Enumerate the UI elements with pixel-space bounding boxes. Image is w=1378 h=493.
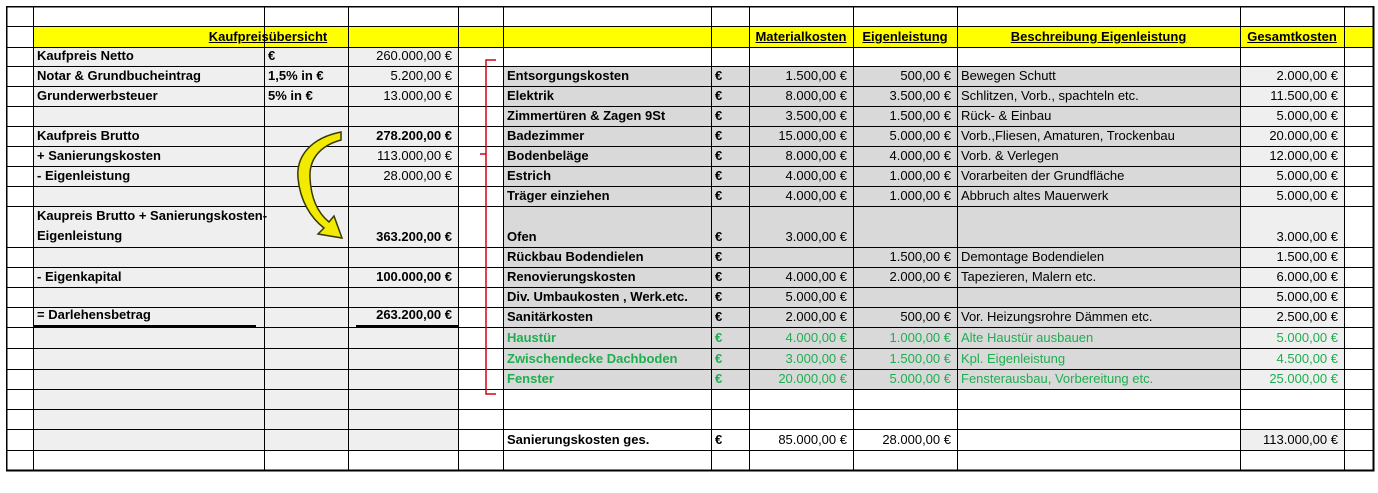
row-materialkosten[interactable]: 3.500,00 € bbox=[785, 108, 847, 123]
netto-unit[interactable]: € bbox=[268, 48, 276, 63]
brutto-value[interactable]: 278.200,00 € bbox=[376, 128, 452, 143]
row-gesamtkosten[interactable]: 4.500,00 € bbox=[1276, 351, 1338, 366]
row-beschreibung[interactable]: Demontage Bodendielen bbox=[961, 249, 1105, 264]
row-currency[interactable]: € bbox=[715, 68, 723, 83]
row-label[interactable]: Bodenbeläge bbox=[507, 148, 589, 163]
row-eigenleistung[interactable]: 5.000,00 € bbox=[889, 371, 951, 386]
row-label[interactable]: Sanitärkosten bbox=[507, 309, 593, 324]
row-currency[interactable]: € bbox=[715, 148, 723, 163]
row-gesamtkosten[interactable]: 6.000,00 € bbox=[1276, 269, 1338, 284]
row-materialkosten[interactable]: 3.000,00 € bbox=[785, 351, 847, 366]
row-currency[interactable]: € bbox=[715, 309, 723, 324]
row-gesamtkosten[interactable]: 5.000,00 € bbox=[1276, 108, 1338, 123]
row-label[interactable]: Zimmertüren & Zagen 9St bbox=[507, 108, 666, 123]
row-materialkosten[interactable]: 3.000,00 € bbox=[785, 229, 847, 244]
row-label[interactable]: Renovierungskosten bbox=[507, 269, 636, 284]
row-currency[interactable]: € bbox=[715, 289, 723, 304]
row-eigenleistung[interactable]: 1.000,00 € bbox=[889, 188, 951, 203]
notar-value[interactable]: 5.200,00 € bbox=[390, 68, 452, 83]
row-beschreibung[interactable] bbox=[957, 287, 1240, 307]
row-currency[interactable]: € bbox=[715, 128, 723, 143]
row-beschreibung[interactable]: Alte Haustür ausbauen bbox=[961, 330, 1094, 345]
row-currency[interactable]: € bbox=[715, 249, 723, 264]
row-label[interactable]: Elektrik bbox=[507, 88, 554, 103]
total-materialkosten[interactable]: 85.000,00 € bbox=[778, 432, 847, 447]
row-currency[interactable]: € bbox=[715, 351, 723, 366]
darlehen-label[interactable]: = Darlehensbetrag bbox=[33, 307, 256, 327]
row-currency[interactable]: € bbox=[715, 330, 723, 345]
row-eigenleistung[interactable]: 1.500,00 € bbox=[889, 249, 951, 264]
darlehen-value[interactable]: 263.200,00 € bbox=[356, 307, 458, 327]
row-beschreibung[interactable]: Abbruch altes Mauerwerk bbox=[961, 188, 1109, 203]
header-beschreibung[interactable]: Beschreibung Eigenleistung bbox=[1010, 29, 1187, 44]
summe-line1[interactable]: Kaupreis Brutto + Sanierungskosten- bbox=[37, 208, 268, 223]
row-currency[interactable]: € bbox=[715, 188, 723, 203]
kaufpreis-title[interactable]: Kaufpreisübersicht bbox=[208, 29, 328, 44]
total-gesamtkosten[interactable]: 113.000,00 € bbox=[1263, 432, 1338, 447]
row-currency[interactable]: € bbox=[715, 88, 723, 103]
row-eigenleistung[interactable]: 4.000,00 € bbox=[889, 148, 951, 163]
row-eigenleistung[interactable]: 500,00 € bbox=[900, 309, 951, 324]
row-gesamtkosten[interactable]: 5.000,00 € bbox=[1276, 168, 1338, 183]
grund-value[interactable]: 13.000,00 € bbox=[383, 88, 452, 103]
row-beschreibung[interactable] bbox=[957, 206, 1240, 247]
row-gesamtkosten[interactable]: 1.500,00 € bbox=[1276, 249, 1338, 264]
grund-unit[interactable]: 5% in € bbox=[268, 88, 313, 103]
row-eigenleistung[interactable] bbox=[853, 287, 957, 307]
eigenleistung-label[interactable]: - Eigenleistung bbox=[37, 168, 131, 183]
row-label[interactable]: Entsorgungskosten bbox=[507, 68, 630, 83]
row-materialkosten[interactable]: 15.000,00 € bbox=[778, 128, 847, 143]
row-materialkosten[interactable]: 4.000,00 € bbox=[785, 269, 847, 284]
header-materialkosten[interactable]: Materialkosten bbox=[755, 29, 847, 44]
row-gesamtkosten[interactable]: 25.000,00 € bbox=[1269, 371, 1338, 386]
netto-label[interactable]: Kaufpreis Netto bbox=[37, 48, 134, 63]
row-label[interactable]: Rückbau Bodendielen bbox=[507, 249, 644, 264]
grund-label[interactable]: Grunderwerbsteuer bbox=[37, 88, 158, 103]
summe-value[interactable]: 363.200,00 € bbox=[376, 229, 452, 244]
header-gesamtkosten[interactable]: Gesamtkosten bbox=[1247, 29, 1337, 44]
row-label[interactable]: Zwischendecke Dachboden bbox=[507, 351, 678, 366]
row-eigenleistung[interactable]: 1.500,00 € bbox=[889, 108, 951, 123]
row-materialkosten[interactable]: 4.000,00 € bbox=[785, 168, 847, 183]
red-bracket-icon bbox=[480, 60, 496, 394]
row-materialkosten[interactable]: 5.000,00 € bbox=[785, 289, 847, 304]
brutto-label[interactable]: Kaufpreis Brutto bbox=[37, 128, 140, 143]
row-beschreibung[interactable]: Tapezieren, Malern etc. bbox=[961, 269, 1097, 284]
row-beschreibung[interactable]: Bewegen Schutt bbox=[961, 68, 1056, 83]
eigenkapital-label[interactable]: - Eigenkapital bbox=[37, 269, 122, 284]
row-materialkosten[interactable]: 4.000,00 € bbox=[785, 330, 847, 345]
row-eigenleistung[interactable]: 5.000,00 € bbox=[889, 128, 951, 143]
row-label[interactable]: Estrich bbox=[507, 168, 552, 183]
row-gesamtkosten[interactable]: 12.000,00 € bbox=[1269, 148, 1338, 163]
row-eigenleistung[interactable] bbox=[853, 206, 957, 247]
row-label[interactable]: Ofen bbox=[507, 229, 537, 244]
row-eigenleistung[interactable]: 2.000,00 € bbox=[889, 269, 951, 284]
row-eigenleistung[interactable]: 3.500,00 € bbox=[889, 88, 951, 103]
row-label[interactable]: Badezimmer bbox=[507, 128, 585, 143]
notar-unit[interactable]: 1,5% in € bbox=[268, 68, 324, 83]
row-beschreibung[interactable]: Fensterausbau, Vorbereitung etc. bbox=[961, 371, 1154, 386]
eigenkapital-value[interactable]: 100.000,00 € bbox=[376, 269, 452, 284]
row-gesamtkosten[interactable]: 11.500,00 € bbox=[1270, 88, 1338, 103]
row-gesamtkosten[interactable]: 5.000,00 € bbox=[1276, 188, 1338, 203]
sanierung-label[interactable]: + Sanierungskosten bbox=[37, 148, 161, 163]
row-gesamtkosten[interactable]: 3.000,00 € bbox=[1276, 229, 1338, 244]
header-eigenleistung[interactable]: Eigenleistung bbox=[862, 29, 948, 44]
row-gesamtkosten[interactable]: 5.000,00 € bbox=[1276, 289, 1338, 304]
row-gesamtkosten[interactable]: 20.000,00 € bbox=[1269, 128, 1338, 143]
row-gesamtkosten[interactable]: 5.000,00 € bbox=[1276, 330, 1338, 345]
row-materialkosten[interactable]: 20.000,00 € bbox=[778, 371, 847, 386]
row-beschreibung[interactable]: Vorarbeiten der Grundfläche bbox=[961, 168, 1125, 183]
row-beschreibung[interactable]: Kpl. Eigenleistung bbox=[961, 351, 1066, 366]
left-block-fill[interactable] bbox=[33, 47, 458, 450]
row-label[interactable]: Div. Umbaukosten , Werk.etc. bbox=[507, 289, 688, 304]
row-gesamtkosten[interactable]: 2.500,00 € bbox=[1276, 309, 1338, 324]
row-currency[interactable]: € bbox=[715, 269, 723, 284]
row-eigenleistung[interactable]: 1.000,00 € bbox=[889, 168, 951, 183]
row-gesamtkosten[interactable]: 2.000,00 € bbox=[1276, 68, 1338, 83]
row-currency[interactable]: € bbox=[715, 108, 723, 123]
row-currency[interactable]: € bbox=[715, 229, 723, 244]
row-eigenleistung[interactable]: 500,00 € bbox=[900, 68, 951, 83]
row-label[interactable]: Fenster bbox=[507, 371, 554, 386]
summe-label[interactable] bbox=[33, 206, 348, 247]
total-eigenleistung[interactable]: 28.000,00 € bbox=[882, 432, 951, 447]
row-label[interactable]: Haustür bbox=[507, 330, 557, 345]
total-label[interactable]: Sanierungskosten ges. bbox=[507, 432, 650, 447]
row-beschreibung[interactable]: Vorb.,Fliesen, Amaturen, Trockenbau bbox=[961, 128, 1175, 143]
row-eigenleistung[interactable]: 1.000,00 € bbox=[889, 330, 951, 345]
row-currency[interactable]: € bbox=[715, 168, 723, 183]
row-eigenleistung[interactable]: 1.500,00 € bbox=[889, 351, 951, 366]
row-materialkosten[interactable]: 8.000,00 € bbox=[785, 88, 847, 103]
row-materialkosten[interactable]: 2.000,00 € bbox=[785, 309, 847, 324]
total-currency[interactable]: € bbox=[715, 432, 723, 447]
row-beschreibung[interactable]: Vorb. & Verlegen bbox=[961, 148, 1059, 163]
row-beschreibung[interactable]: Vor. Heizungsrohre Dämmen etc. bbox=[961, 309, 1153, 324]
row-label[interactable]: Träger einziehen bbox=[507, 188, 610, 203]
summe-line2[interactable]: Eigenleistung bbox=[37, 228, 123, 243]
eigenleistung-value[interactable]: 28.000,00 € bbox=[383, 168, 452, 183]
row-materialkosten[interactable]: 4.000,00 € bbox=[785, 188, 847, 203]
row-materialkosten[interactable] bbox=[749, 247, 853, 267]
row-materialkosten[interactable]: 8.000,00 € bbox=[785, 148, 847, 163]
netto-value[interactable]: 260.000,00 € bbox=[376, 48, 452, 63]
row-currency[interactable]: € bbox=[715, 371, 723, 386]
notar-label[interactable]: Notar & Grundbucheintrag bbox=[37, 68, 201, 83]
row-beschreibung[interactable]: Schlitzen, Vorb., spachteln etc. bbox=[961, 88, 1139, 103]
row-materialkosten[interactable]: 1.500,00 € bbox=[785, 68, 847, 83]
sanierung-value[interactable]: 113.000,00 € bbox=[377, 148, 452, 163]
spreadsheet bbox=[6, 6, 1373, 490]
row-beschreibung[interactable]: Rück- & Einbau bbox=[961, 108, 1052, 123]
